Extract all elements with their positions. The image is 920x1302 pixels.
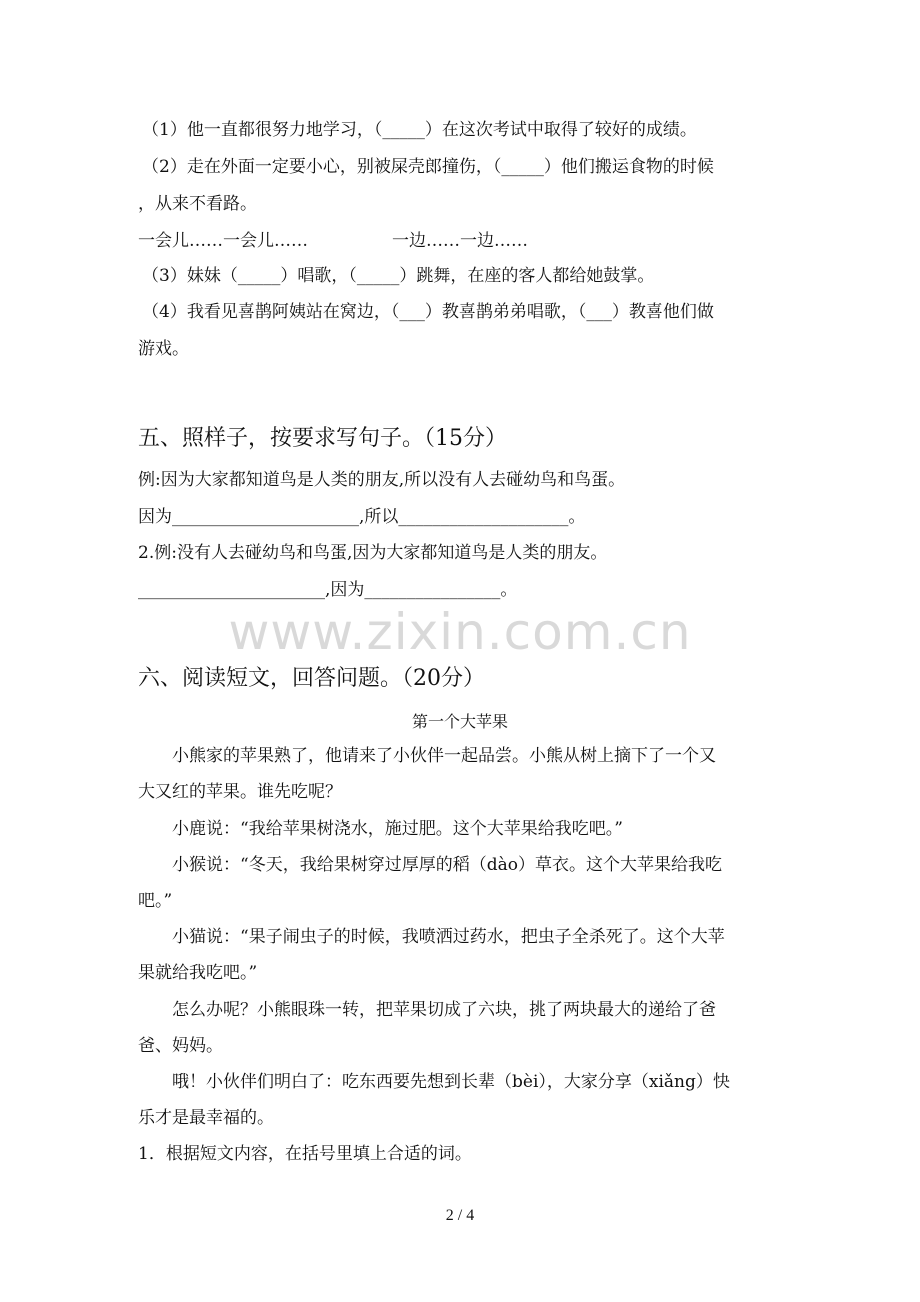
paragraph-6-line-2: 乐才是最幸福的。 [138,1108,274,1128]
reading-question-1: 1．根据短文内容，在括号里填上合适的词。 [138,1144,472,1164]
question-4-line-2: 游戏。 [138,339,189,359]
watermark: www.zixin.com.cn [228,603,692,661]
paragraph-3-line-1: 小猴说：“冬天，我给果树穿过厚厚的稻（dào）草衣。这个大苹果给我吃 [172,855,722,875]
example-2: 2.例:没有人去碰幼鸟和鸟蛋,因为大家都知道鸟是人类的朋友。 [138,543,608,563]
fill-blank-2: ______________________,因为________________。 [138,580,518,600]
paragraph-2: 小鹿说：“我给苹果树浇水，施过肥。这个大苹果给我吃吧。” [172,819,623,839]
question-1: （1）他一直都很努力地学习，（_____）在这次考试中取得了较好的成绩。 [142,120,697,140]
word-option-b: 一边……一边…… [392,231,528,251]
story-title: 第一个大苹果 [411,712,508,731]
paragraph-3-line-2: 吧。” [138,891,173,911]
question-2-line-1: （2）走在外面一定要小心，别被屎壳郎撞伤，（_____）他们搬运食物的时候 [142,157,714,177]
question-4-line-1: （4）我看见喜鹊阿姨站在窝边，（___）教喜鹊弟弟唱歌，（___）教喜他们做 [142,302,714,322]
fill-blank-1: 因为______________________,所以____________________。 [138,507,586,527]
page-number: 2 / 4 [445,1207,475,1224]
paragraph-4-line-2: 果就给我吃吧。” [138,963,258,983]
word-option-a: 一会儿……一会儿…… [138,231,308,251]
question-3: （3）妹妹（_____）唱歌，（_____）跳舞，在座的客人都给她鼓掌。 [142,266,655,286]
section-5-title: 五、照样子，按要求写句子。（15分） [138,426,507,451]
paragraph-5-line-1: 怎么办呢？小熊眼珠一转，把苹果切成了六块，挑了两块最大的递给了爸 [172,1000,716,1020]
section-6-title: 六、阅读短文，回答问题。（20分） [138,666,485,691]
question-2-line-2: ，从来不看路。 [138,194,257,214]
paragraph-1-line-2: 大又红的苹果。谁先吃呢？ [138,782,342,802]
example-1: 例:因为大家都知道鸟是人类的朋友,所以没有人去碰幼鸟和鸟蛋。 [138,470,626,490]
paragraph-4-line-1: 小猫说：“果子闹虫子的时候，我喷洒过药水，把虫子全杀死了。这个大苹 [172,927,725,947]
paragraph-6-line-1: 哦！小伙伴们明白了：吃东西要先想到长辈（bèi），大家分享（xiǎng）快 [172,1072,730,1092]
paragraph-5-line-2: 爸、妈妈。 [138,1036,223,1056]
paragraph-1-line-1: 小熊家的苹果熟了，他请来了小伙伴一起品尝。小熊从树上摘下了一个又 [172,746,716,766]
